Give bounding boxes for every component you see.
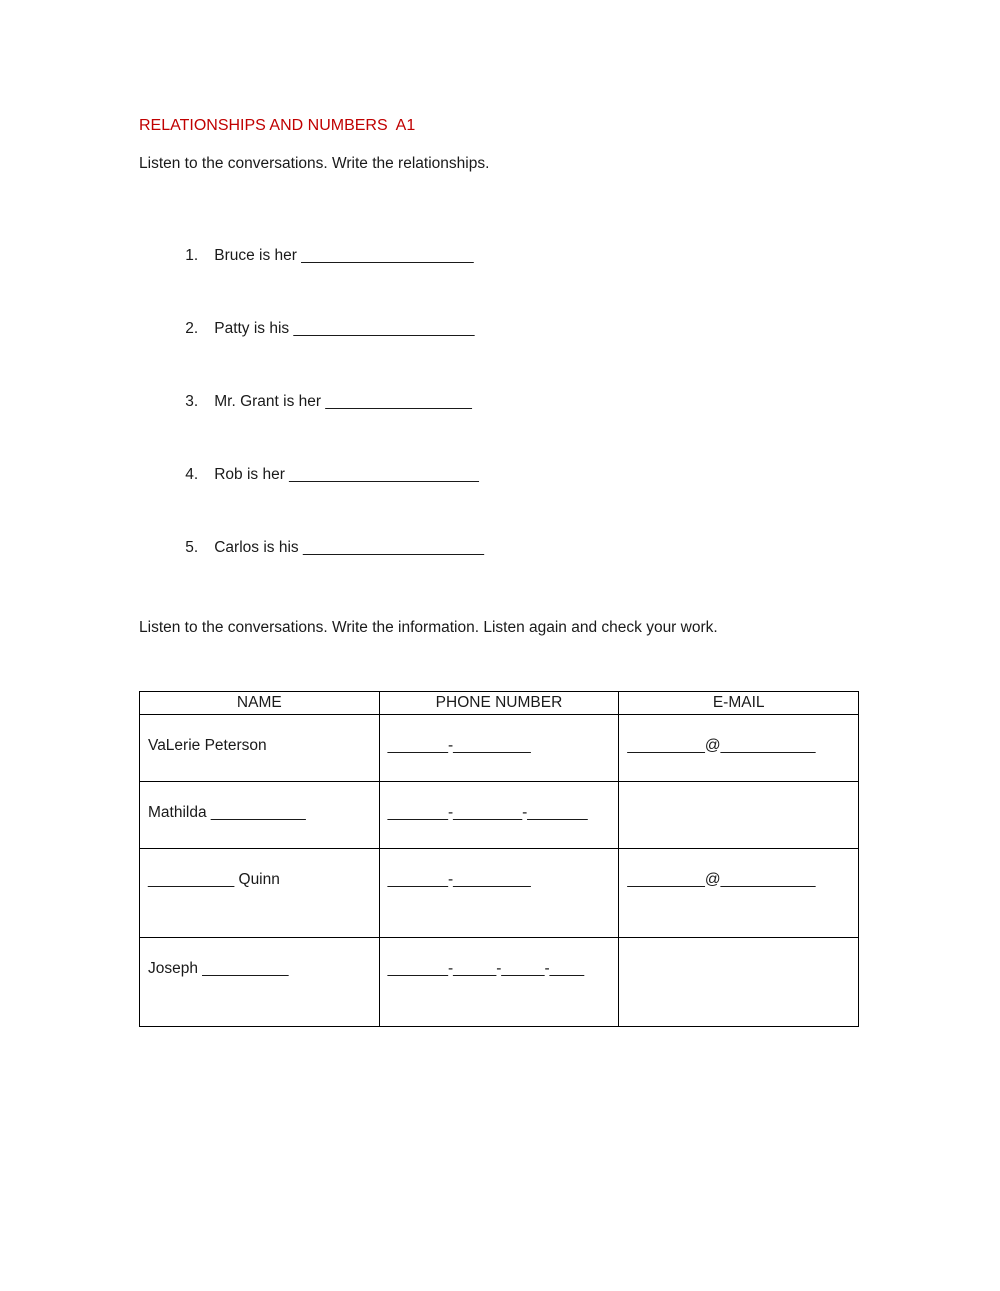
header-phone-number: PHONE NUMBER (379, 692, 619, 715)
phone-cell: _______-________-_______ (379, 782, 619, 849)
question-1 (168, 229, 474, 283)
question-number: 1. (185, 247, 199, 264)
question-text: Rob is her ______________________ (214, 466, 479, 483)
phone-cell: _______-_________ (379, 849, 619, 938)
question-number: 2. (185, 320, 199, 337)
question-5 (168, 521, 484, 575)
email-cell: _________@___________ (619, 849, 859, 938)
header-email: E-MAIL (619, 692, 859, 715)
question-4 (168, 448, 479, 502)
question-text: Carlos is his _____________________ (214, 539, 484, 556)
question-number: 3. (185, 393, 199, 410)
phone-cell: _______-_________ (379, 715, 619, 782)
page-title: RELATIONSHIPS AND NUMBERS A1 (139, 117, 416, 134)
question-number: 5. (185, 539, 199, 556)
name-cell: Mathilda ___________ (140, 782, 380, 849)
question-text: Mr. Grant is her _________________ (214, 393, 472, 410)
email-cell: _________@___________ (619, 715, 859, 782)
question-2 (168, 302, 475, 356)
question-text: Patty is his _____________________ (214, 320, 475, 337)
information-instruction: Listen to the conversations. Write the information. Listen again and check your work. (139, 619, 718, 636)
table-header-row (140, 692, 859, 715)
question-3 (168, 375, 472, 429)
phone-cell: _______-_____-_____-____ (379, 938, 619, 1027)
question-text: Bruce is her ____________________ (214, 247, 474, 264)
table-row (140, 849, 859, 938)
header-name: NAME (140, 692, 380, 715)
name-cell: VaLerie Peterson (140, 715, 380, 782)
email-cell (619, 938, 859, 1027)
table-row (140, 938, 859, 1027)
name-cell: __________ Quinn (140, 849, 380, 938)
relationships-instruction: Listen to the conversations. Write the relationships. (139, 155, 490, 172)
email-cell (619, 782, 859, 849)
question-number: 4. (185, 466, 199, 483)
information-table (139, 691, 859, 1027)
name-cell: Joseph __________ (140, 938, 380, 1027)
table-row (140, 715, 859, 782)
table-row (140, 782, 859, 849)
